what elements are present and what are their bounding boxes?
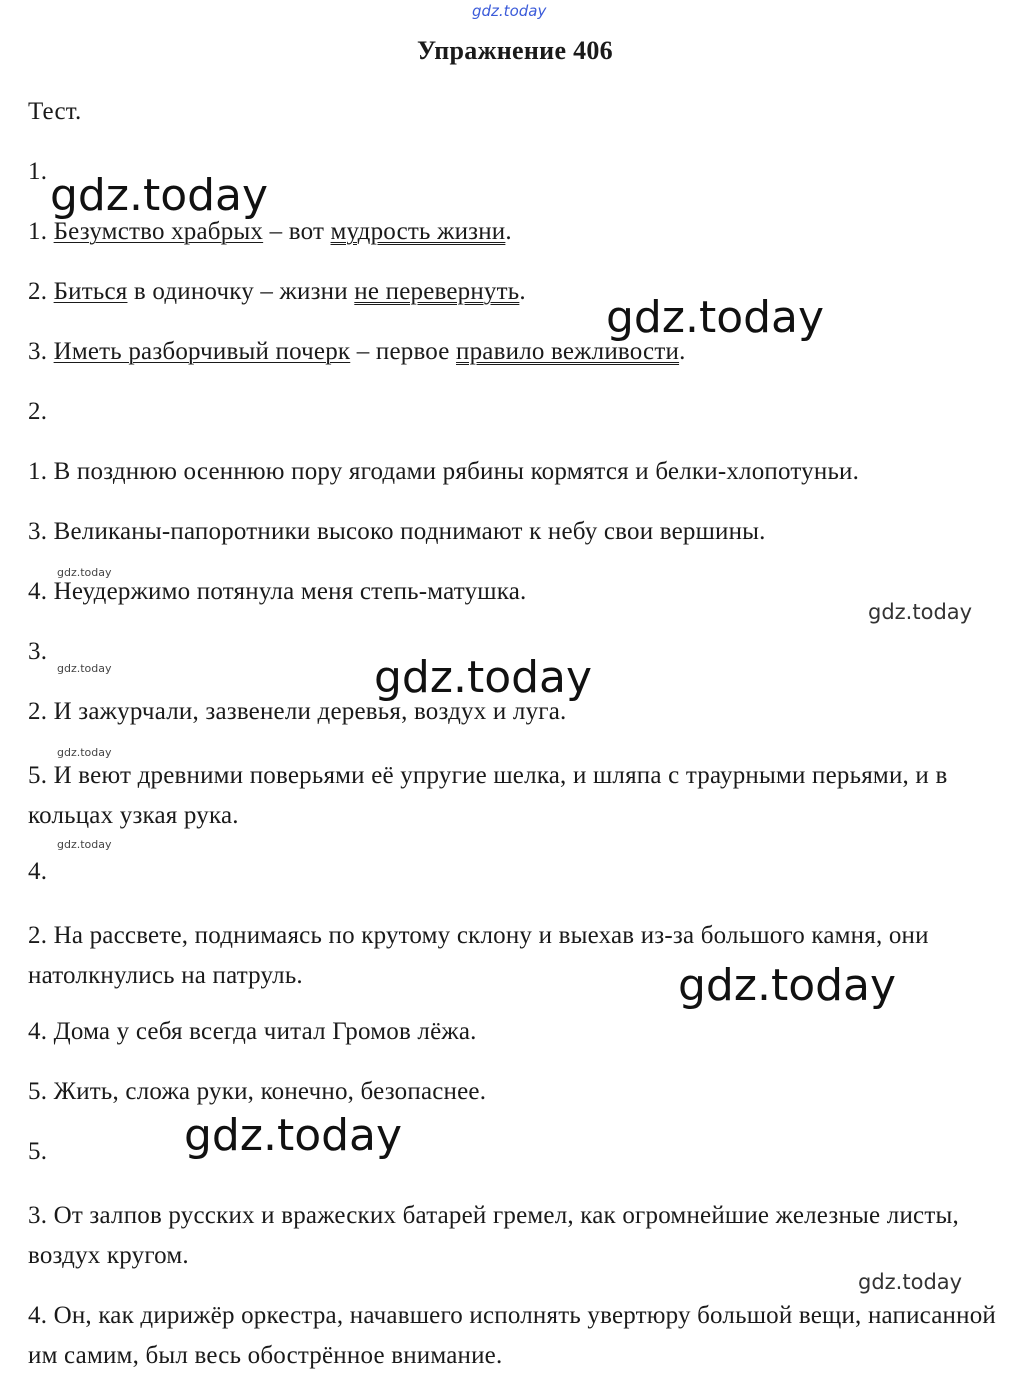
watermark-small: gdz.today [57, 662, 112, 675]
section-number-5: 5. [28, 1138, 48, 1165]
item-number: 1. [28, 218, 54, 245]
item-number: 3. [28, 338, 54, 365]
subject-text: Биться [53, 278, 128, 305]
s2-line-3: 4. Неудержимо потянула меня степь-матушка. [28, 578, 527, 605]
predicate-text: мудрость жизни [330, 218, 506, 245]
subject-text: Безумство храбрых [53, 218, 264, 245]
end-punct: . [519, 278, 526, 305]
s3-line-2: 5. И веют древними поверьями её упругие шелка, и шляпа с траурными перьями, и в кольцах узкая рука. [28, 762, 948, 829]
item-number: 2. [28, 278, 54, 305]
section-number-2: 2. [28, 398, 48, 425]
predicate-text: не перевернуть [354, 278, 520, 305]
watermark-large: gdz.today [678, 960, 897, 1011]
end-punct: . [505, 218, 512, 245]
s4-line-3: 5. Жить, сложа руки, конечно, безопаснее. [28, 1078, 487, 1105]
s1-item-2 [28, 278, 526, 306]
watermark-small: gdz.today [57, 566, 112, 579]
end-punct: . [679, 338, 686, 365]
s5-line-2: 4. Он, как дирижёр оркестра, начавшего исполнять увертюру большой вещи, написанной им самим, был весь обострённое внимание. [28, 1302, 996, 1369]
intro-label: Тест. [28, 98, 82, 125]
predicate-text: правило вежливости [456, 338, 680, 365]
page-title: Упражнение 406 [417, 36, 613, 65]
s1-item-3 [28, 338, 686, 366]
watermark-medium: gdz.today [868, 600, 973, 624]
subject-text: Иметь разборчивый почерк [53, 338, 351, 365]
watermark-large: gdz.today [374, 652, 593, 703]
watermark-small: gdz.today [57, 838, 112, 851]
s1-item-1 [28, 218, 512, 246]
s4-line-2: 4. Дома у себя всегда читал Громов лёжа. [28, 1018, 477, 1045]
s4-line-1: 2. На рассвете, поднимаясь по крутому склону и выехав из-за большого камня, они натолкнулись на патруль. [28, 922, 929, 989]
s5-line-1: 3. От залпов русских и вражеских батарей гремел, как огромнейшие железные листы, воздух кругом. [28, 1202, 959, 1269]
watermark-large: gdz.today [184, 1110, 403, 1161]
section-number-1: 1. [28, 158, 48, 185]
section-number-4: 4. [28, 858, 48, 885]
top-watermark: gdz.today [472, 2, 547, 20]
s2-line-1: 1. В позднюю осеннюю пору ягодами рябины кормятся и белки-хлопотуньи. [28, 458, 860, 485]
watermark-large: gdz.today [606, 292, 825, 343]
watermark-medium: gdz.today [858, 1270, 963, 1294]
middle-text: – вот [263, 218, 331, 245]
watermark-large: gdz.today [50, 170, 269, 221]
s3-line-1: 2. И зажурчали, зазвенели деревья, воздух и луга. [28, 698, 567, 725]
s2-line-2: 3. Великаны-папоротники высоко поднимают к небу свои вершины. [28, 518, 766, 545]
middle-text: – первое [350, 338, 457, 365]
watermark-small: gdz.today [57, 746, 112, 759]
middle-text: в одиночку – жизни [127, 278, 355, 305]
section-number-3: 3. [28, 638, 48, 665]
